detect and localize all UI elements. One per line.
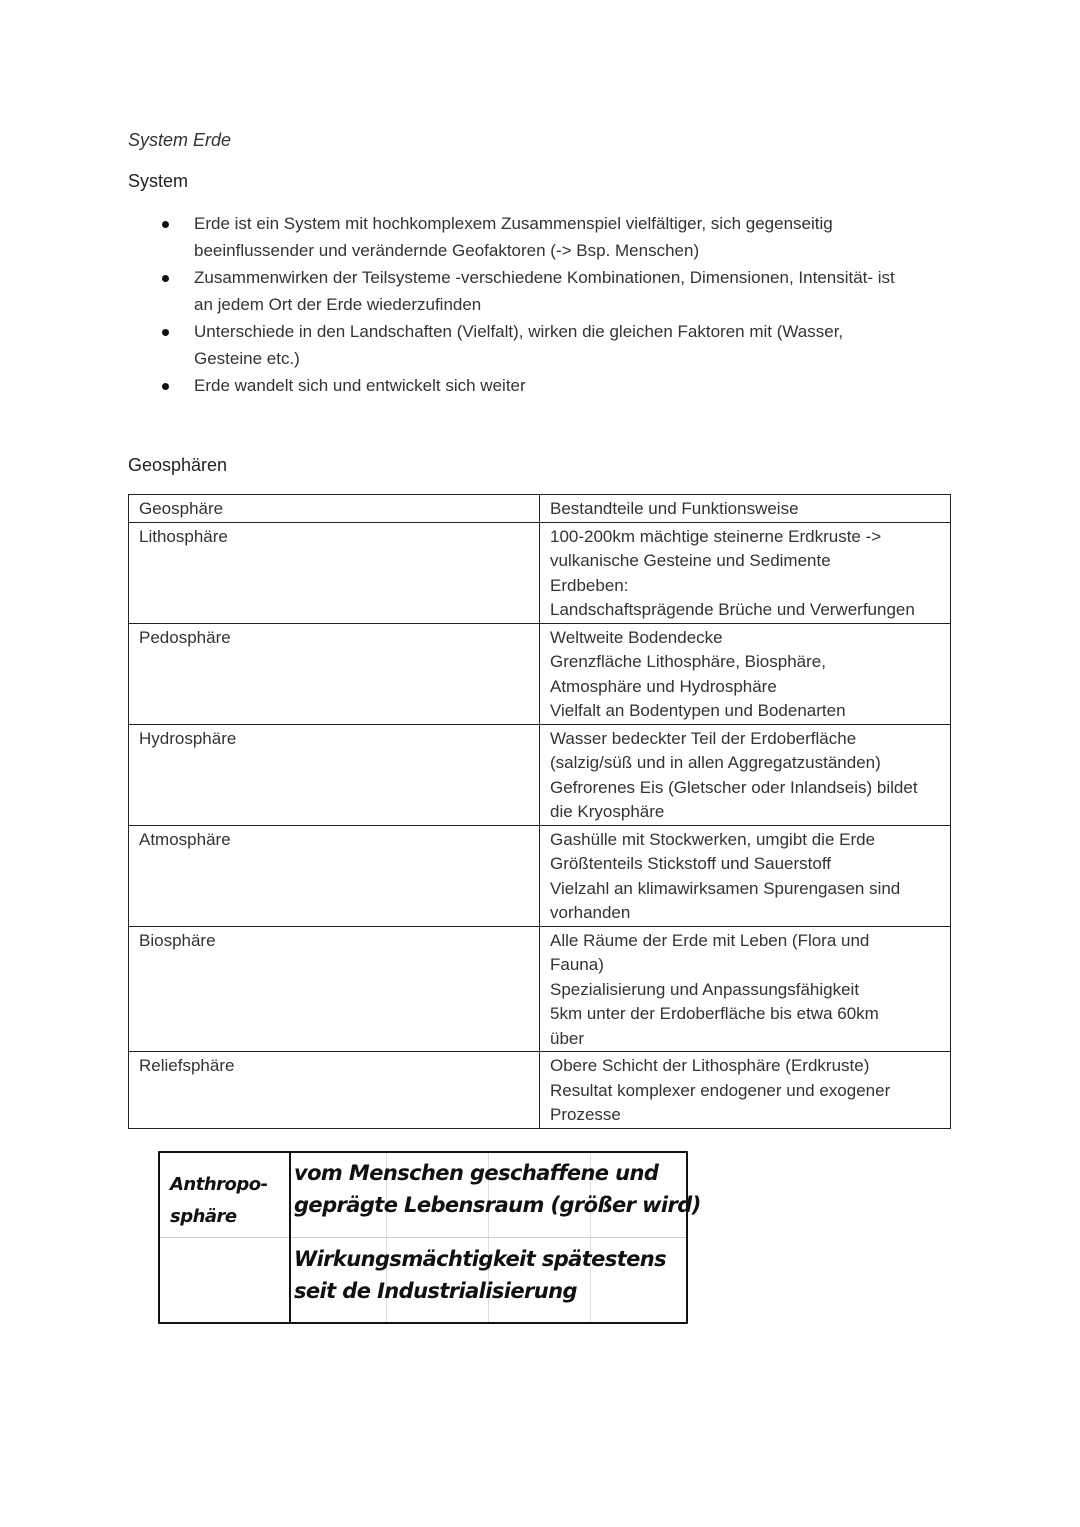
bullet-text-line: Zusammenwirken der Teilsysteme -verschiedene Kombinationen, Dimensionen, Intensität- ist bbox=[194, 268, 895, 287]
bullet-text-line: Gesteine etc.) bbox=[194, 348, 300, 368]
geosphere-description-cell bbox=[540, 724, 951, 825]
section-heading-system: System bbox=[128, 171, 189, 191]
description-line: Atmosphäre und Hydrosphäre bbox=[550, 676, 777, 696]
description-line: Gefrorenes Eis (Gletscher oder Inlandseis) bildet bbox=[550, 777, 918, 797]
description-line: Obere Schicht der Lithosphäre (Erdkruste) bbox=[550, 1056, 870, 1075]
table-row bbox=[129, 623, 951, 724]
geosphere-description-cell bbox=[540, 825, 951, 926]
description-line: vorhanden bbox=[550, 903, 631, 922]
bullet-item bbox=[160, 265, 960, 318]
handwritten-anthroposphere-table bbox=[158, 1151, 701, 1324]
bullet-item bbox=[160, 319, 960, 372]
section-heading-geospheres: Geosphären bbox=[128, 455, 228, 475]
bullet-text-line: Erde ist ein System mit hochkomplexem Zusammenspiel vielfältiger, sich gegenseitig bbox=[194, 214, 833, 233]
handwritten-description-2 bbox=[294, 1243, 666, 1307]
description-line: 5km unter der Erdoberfläche bis etwa 60km bbox=[550, 1004, 879, 1023]
geosphere-description-cell bbox=[540, 623, 951, 724]
handwritten-description-1 bbox=[294, 1157, 701, 1221]
geosphere-name-cell: Lithosphäre bbox=[129, 522, 540, 623]
description-line: Spezialisierung und Anpassungsfähigkeit bbox=[550, 979, 860, 999]
description-line: die Kryosphäre bbox=[550, 802, 665, 821]
handwritten-line: Anthropo- bbox=[170, 1174, 268, 1195]
description-line: vulkanische Gesteine und Sedimente bbox=[550, 551, 831, 570]
geosphere-name-cell: Reliefsphäre bbox=[129, 1052, 540, 1129]
description-line: über bbox=[550, 1028, 585, 1048]
page-title: System Erde bbox=[128, 130, 232, 150]
description-line: (salzig/süß und in allen Aggregatzuständen) bbox=[550, 753, 881, 772]
description-line: Größtenteils Stickstoff und Sauerstoff bbox=[550, 854, 831, 873]
bullet-text-line: Unterschiede in den Landschaften (Vielfalt), wirken die gleichen Faktoren mit (Wasser, bbox=[194, 322, 844, 341]
handwritten-line: geprägte Lebensraum (größer wird) bbox=[294, 1193, 701, 1217]
bullet-item bbox=[160, 373, 960, 400]
bullet-text-line: Erde wandelt sich und entwickelt sich weiter bbox=[194, 376, 526, 395]
description-line: Grenzfläche Lithosphäre, Biosphäre, bbox=[550, 652, 826, 671]
geosphere-description-cell bbox=[540, 1052, 951, 1129]
table-row bbox=[129, 825, 951, 926]
description-line: 100-200km mächtige steinerne Erdkruste -> bbox=[550, 526, 882, 546]
description-line: Erdbeben: bbox=[550, 575, 629, 595]
description-line: Alle Räume der Erde mit Leben (Flora und bbox=[550, 930, 870, 950]
handwritten-sphere-name bbox=[170, 1169, 268, 1233]
header-cell-components: Bestandteile und Funktionsweise bbox=[540, 495, 951, 523]
geosphere-name-cell: Biosphäre bbox=[129, 926, 540, 1052]
geosphere-description-cell bbox=[540, 926, 951, 1052]
handwritten-line: Wirkungsmächtigkeit spätestens bbox=[294, 1247, 667, 1271]
handwritten-line: sphäre bbox=[170, 1206, 237, 1227]
description-line: Landschaftsprägende Brüche und Verwerfungen bbox=[550, 600, 915, 619]
description-line: Weltweite Bodendecke bbox=[550, 627, 723, 647]
table-header-row bbox=[129, 495, 951, 523]
geosphere-description-cell bbox=[540, 522, 951, 623]
handwritten-line: seit de Industrialisierung bbox=[294, 1279, 577, 1303]
description-line: Vielfalt an Bodentypen und Bodenarten bbox=[550, 701, 846, 720]
description-line: Fauna) bbox=[550, 955, 604, 974]
bullet-text-line: an jedem Ort der Erde wiederzufinden bbox=[194, 294, 482, 314]
description-line: Wasser bedeckter Teil der Erdoberfläche bbox=[550, 728, 857, 748]
geosphere-name-cell: Hydrosphäre bbox=[129, 724, 540, 825]
description-line: Resultat komplexer endogener und exogener bbox=[550, 1080, 891, 1100]
description-line: Prozesse bbox=[550, 1105, 621, 1124]
table-row bbox=[129, 724, 951, 825]
geospheres-table bbox=[128, 494, 951, 1129]
geosphere-name-cell: Atmosphäre bbox=[129, 825, 540, 926]
bullet-text-line: beeinflussender und verändernde Geofaktoren (-> Bsp. Menschen) bbox=[194, 240, 700, 260]
header-cell-geosphere: Geosphäre bbox=[129, 495, 540, 523]
geosphere-name-cell: Pedosphäre bbox=[129, 623, 540, 724]
description-line: Gashülle mit Stockwerken, umgibt die Erde bbox=[550, 829, 876, 849]
table-row bbox=[129, 522, 951, 623]
table-row bbox=[129, 1052, 951, 1129]
system-bullet-list bbox=[160, 211, 960, 401]
handwritten-line: vom Menschen geschaffene und bbox=[294, 1161, 659, 1185]
description-line: Vielzahl an klimawirksamen Spurengasen sind bbox=[550, 878, 901, 898]
table-row bbox=[129, 926, 951, 1052]
bullet-item bbox=[160, 211, 960, 264]
